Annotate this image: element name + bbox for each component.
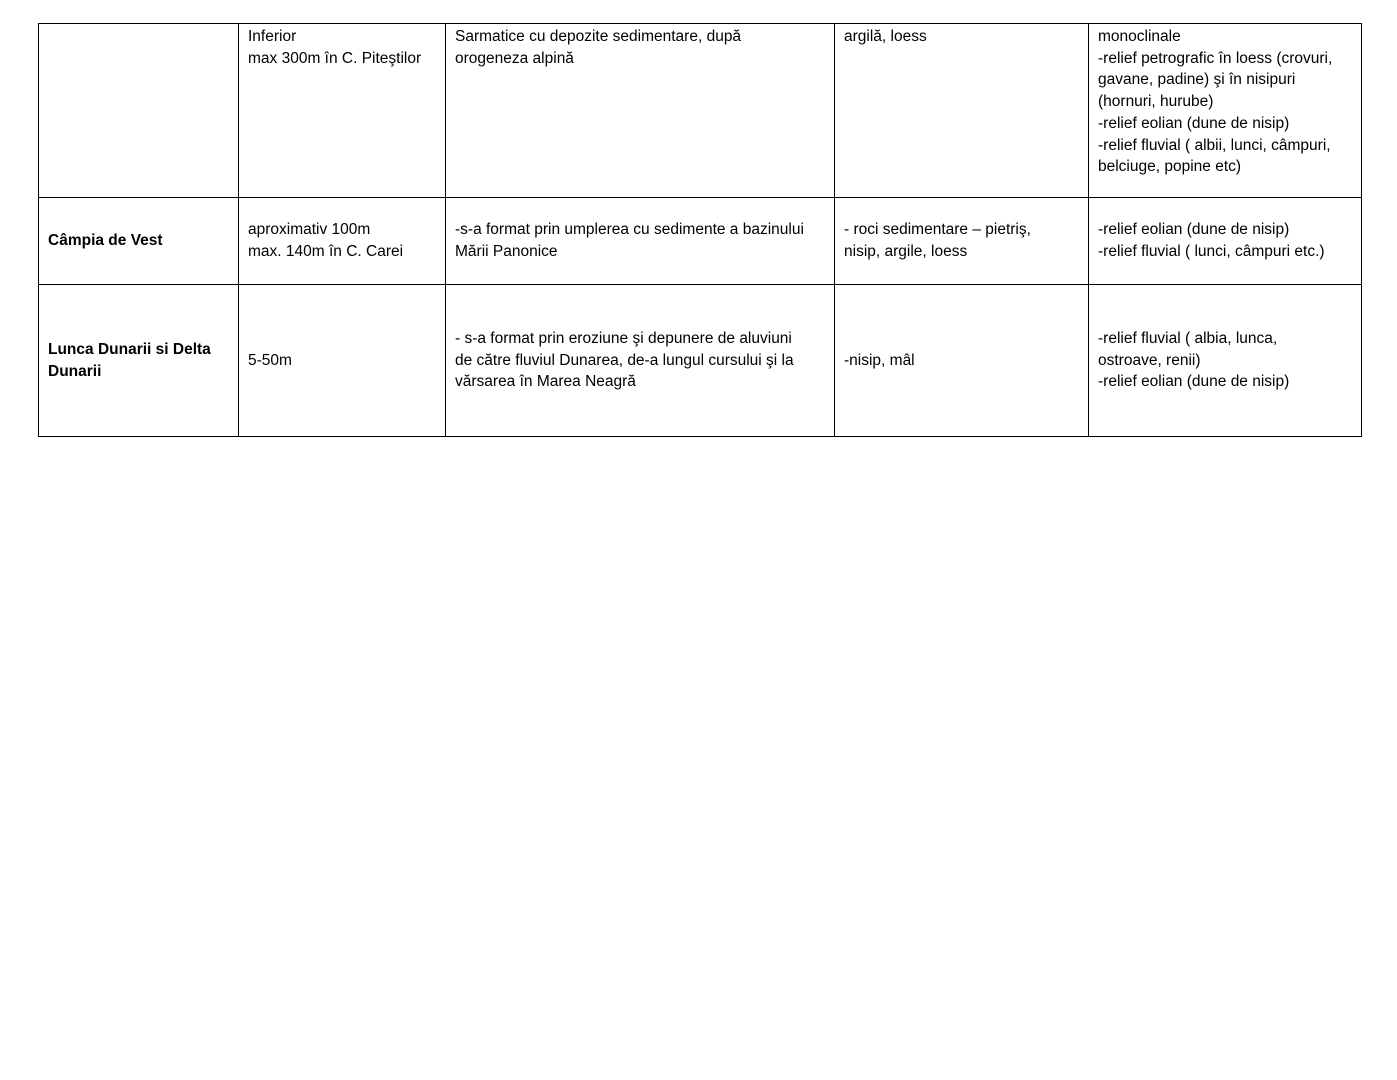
relief-cell — [1089, 285, 1362, 437]
cell-line: Inferior — [248, 28, 297, 45]
cell-line: aproximativ 100m — [248, 221, 371, 239]
rocks-cell — [835, 24, 1089, 198]
cell-line: (hornuri, hurube) — [1098, 93, 1214, 111]
cell-line: de către fluviul Dunarea, de-a lungul cursului şi la — [455, 351, 794, 369]
relief-cell — [1089, 198, 1362, 285]
rocks-cell — [835, 285, 1089, 437]
cell-line: -relief fluvial ( albii, lunci, câmpuri, — [1098, 136, 1331, 154]
table-row — [39, 285, 1362, 437]
unit-name: Lunca Dunarii si Delta — [48, 340, 211, 358]
cell-line: vărsarea în Marea Neagră — [455, 373, 636, 391]
table-body — [39, 24, 1362, 437]
table-row — [39, 24, 1362, 198]
unit-name-cell — [39, 24, 239, 198]
cell-line: nisip, argile, loess — [844, 243, 968, 260]
formation-cell — [446, 24, 835, 198]
cell-line: Sarmatice cu depozite sedimentare, după — [455, 28, 742, 45]
cell-line: - roci sedimentare – pietriş, — [844, 221, 1031, 239]
relief-cell — [1089, 24, 1362, 198]
formation-cell — [446, 198, 835, 285]
altitude-cell — [239, 285, 446, 437]
cell-line: 5-50m — [248, 351, 292, 369]
unit-name-cell — [39, 198, 239, 285]
table-row — [39, 198, 1362, 285]
cell-line: -relief eolian (dune de nisip) — [1098, 114, 1290, 132]
rocks-cell — [835, 198, 1089, 285]
cell-line: -relief eolian (dune de nisip) — [1098, 373, 1290, 391]
unit-name-cell — [39, 285, 239, 437]
cell-line: max 300m în C. Piteştilor — [248, 49, 422, 67]
cell-line: -relief eolian (dune de nisip) — [1098, 221, 1290, 239]
cell-line: max. 140m în C. Carei — [248, 243, 404, 260]
cell-line: gavane, padine) şi în nisipuri — [1098, 71, 1296, 89]
cell-line: - s-a format prin eroziune şi depunere de aluviuni — [455, 329, 792, 347]
cell-line: Mării Panonice — [455, 243, 558, 260]
cell-line: orogeneza alpină — [455, 49, 574, 67]
cell-line: belciuge, popine etc) — [1098, 158, 1242, 176]
altitude-cell — [239, 24, 446, 198]
formation-cell — [446, 285, 835, 437]
cell-line: -s-a format prin umplerea cu sedimente a bazinului — [455, 221, 804, 239]
altitude-cell — [239, 198, 446, 285]
cell-line: argilă, loess — [844, 28, 927, 45]
cell-line: monoclinale — [1098, 28, 1181, 45]
cell-line: -nisip, mâl — [844, 351, 915, 369]
cell-line: -relief fluvial ( lunci, câmpuri etc.) — [1098, 243, 1325, 260]
relief-units-table — [38, 23, 1362, 437]
unit-name: Câmpia de Vest — [48, 232, 163, 250]
cell-line: -relief petrografic în loess (crovuri, — [1098, 49, 1333, 67]
unit-name: Dunarii — [48, 362, 102, 380]
cell-line: ostroave, renii) — [1098, 351, 1201, 369]
cell-line: -relief fluvial ( albia, lunca, — [1098, 329, 1278, 347]
